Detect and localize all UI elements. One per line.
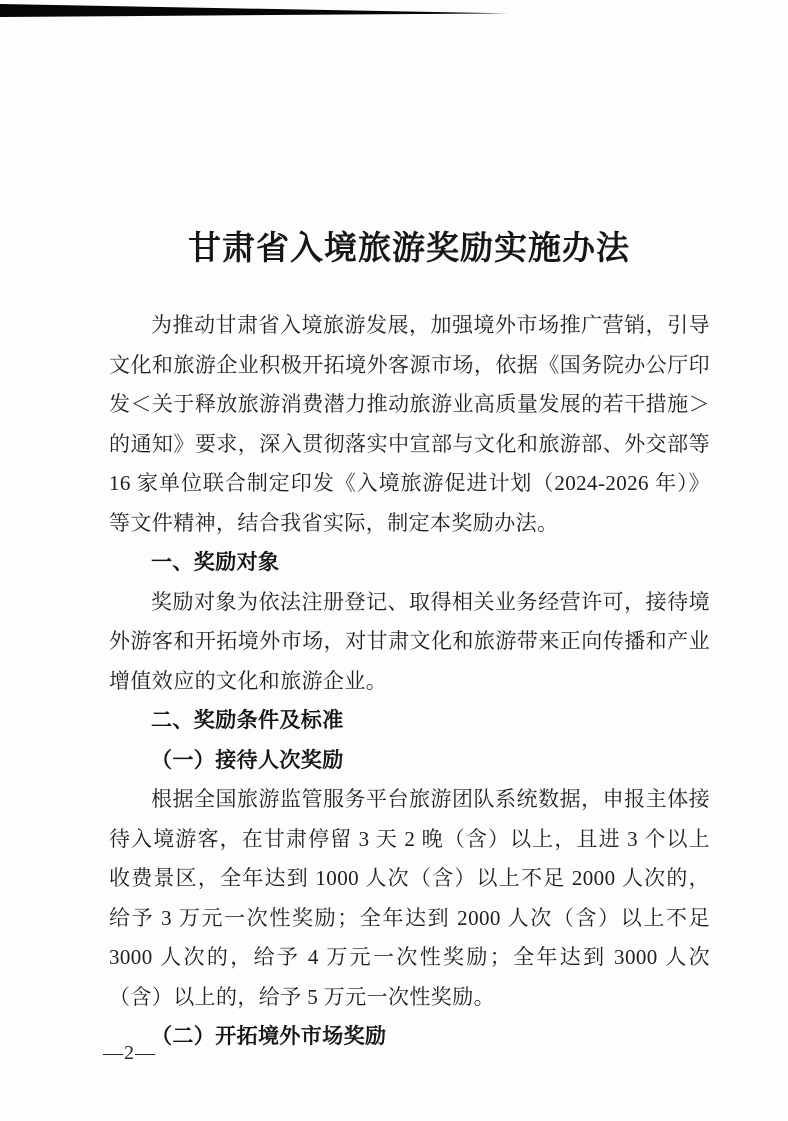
paragraph-reception-volume-reward: 根据全国旅游监管服务平台旅游团队系统数据，申报主体接待入境游客，在甘肃停留 3 天 2 晚（含）以上，且进 3 个以上收费景区，全年达到 1000 人次（含）以上不足 2000 人次的，给予 3 万元一次性奖励；全年达到 2000 人次（含）以上不足 3000 人次的，给予 4 万元一次性奖励；全年达到 3000 人次（含）以上的，给予 5 万元一次性奖励。 xyxy=(109,787,710,1009)
heading-reward-targets: 一、奖励对象 xyxy=(151,551,280,574)
heading-reward-conditions: 二、奖励条件及标准 xyxy=(151,709,344,732)
document-title: 甘肃省入境旅游奖励实施办法 xyxy=(188,231,630,267)
paragraph-reward-targets: 奖励对象为依法注册登记、取得相关业务经营许可，接待境外游客和开拓境外市场，对甘肃文化和旅游带来正向传播和产业增值效应的文化和旅游企业。 xyxy=(109,589,710,693)
page-number: —2— xyxy=(103,1042,156,1064)
document-body xyxy=(109,306,710,1057)
paragraph-preamble: 为推动甘肃省入境旅游发展，加强境外市场推广营销，引导文化和旅游企业积极开拓境外客源市场，依据《国务院办公厅印发＜关于释放旅游消费潜力推动旅游业高质量发展的若干措施＞的通知》要求，深入贯彻落实中宣部与文化和旅游部、外交部等 16 家单位联合制定印发《入境旅游促进计划（2024-2026 年）》等文件精神，结合我省实际，制定本奖励办法。 xyxy=(109,313,710,535)
subheading-reception-volume-reward: （一）接待人次奖励 xyxy=(151,747,344,772)
subheading-overseas-market-reward: （二）开拓境外市场奖励 xyxy=(151,1024,387,1048)
scanner-edge-artifact xyxy=(0,4,508,17)
